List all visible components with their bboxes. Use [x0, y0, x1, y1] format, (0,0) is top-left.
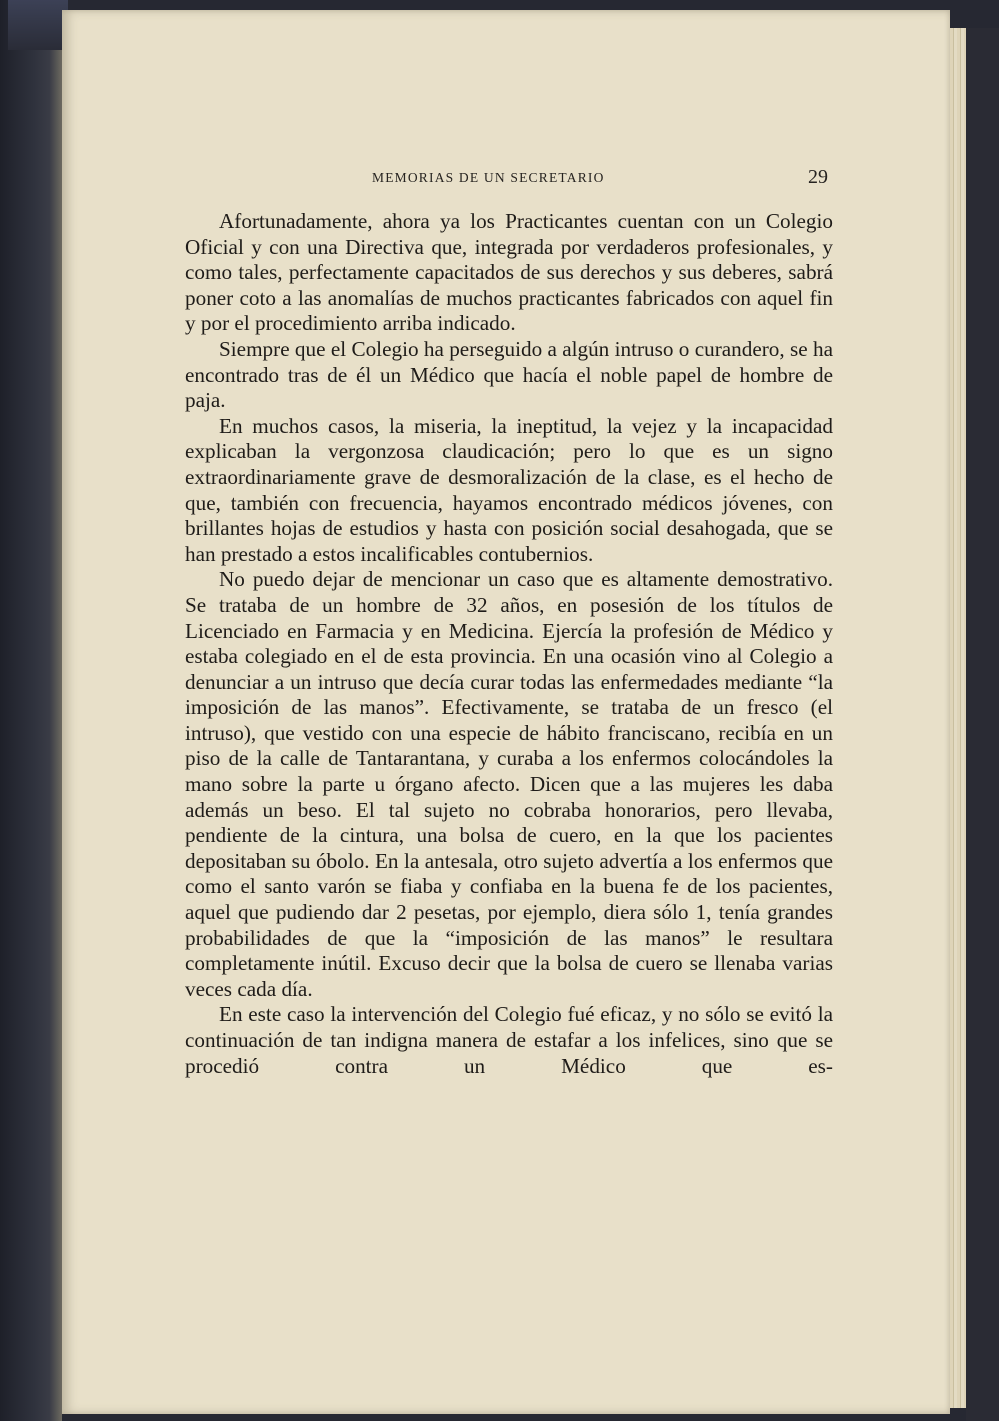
paragraph: Afortunadamente, ahora ya los Practicantes cuentan con un Colegio Oficial y con una Directiva que, integrada por verdaderos profesionales, y como tales, perfectamente capacitados de sus derechos y sus deberes, sabrá poner coto a las anomalías de muchos practicantes fabricados con aquel fin y por el procedimiento arriba indicado.: [185, 209, 833, 336]
paragraph: Siempre que el Colegio ha perseguido a algún intruso o curandero, se ha encontrado tras de él un Médico que hacía el noble papel de hombre de paja.: [185, 336, 833, 413]
running-title: MEMORIAS DE UN SECRETARIO: [372, 170, 605, 185]
book-binding: [0, 0, 62, 1421]
paragraph: En este caso la intervención del Colegio fué eficaz, y no sólo se evitó la continuación de tan indigna manera de estafar a los infelices, sino que se procedió contra un Médico que es-: [185, 1002, 833, 1078]
paragraph: En muchos casos, la miseria, la ineptitud, la vejez y la incapacidad explicaban la vergonzosa claudicación; pero lo que es un signo extraordinariamente grave de desmoralización de la clase, es el hecho de que, también con frecuencia, hayamos encontrado médicos jóvenes, con brillantes hojas de estudios y hasta con posición social desahogada, que se han prestado a estos incalificables contubernios.: [185, 413, 833, 566]
scan-background: [966, 28, 999, 1421]
page-number: 29: [808, 166, 828, 188]
paragraph: No puedo dejar de mencionar un caso que es altamente demostrativo. Se trataba de un hombre de 32 años, en posesión de los títulos de Licenciado en Farmacia y en Medicina. Ejercía la profesión de Médico y estaba colegiado en el de esta provincia. En una ocasión vino al Colegio a denunciar a un intruso que decía curar todas las enfermedades mediante “la imposición de las manos”. Efectivamente, se trataba de un fresco (el intruso), que vestido con una especie de hábito franciscano, recibía en un piso de la calle de Tantarantana, y curaba a los enfermos colocándoles la mano sobre la parte u órgano afecto. Dicen que a las mujeres les daba además un beso. El tal sujeto no cobraba honorarios, pero llevaba, pendiente de la cintura, una bolsa de cuero, en la que los pacientes depositaban su óbolo. En la antesala, otro sujeto advertía a los enfermos que como el santo varón se fiaba y confiaba en la buena fe de los pacientes, aquel que pudiendo dar 2 pesetas, por ejemplo, diera sólo 1, tenía grandes probabilidades de que la “imposición de las manos” le resultara completamente inútil. Excuso decir que la bolsa de cuero se llenaba varias veces cada día.: [185, 567, 833, 1001]
binding-cover-corner: [8, 0, 68, 50]
body-text: [185, 209, 833, 1079]
